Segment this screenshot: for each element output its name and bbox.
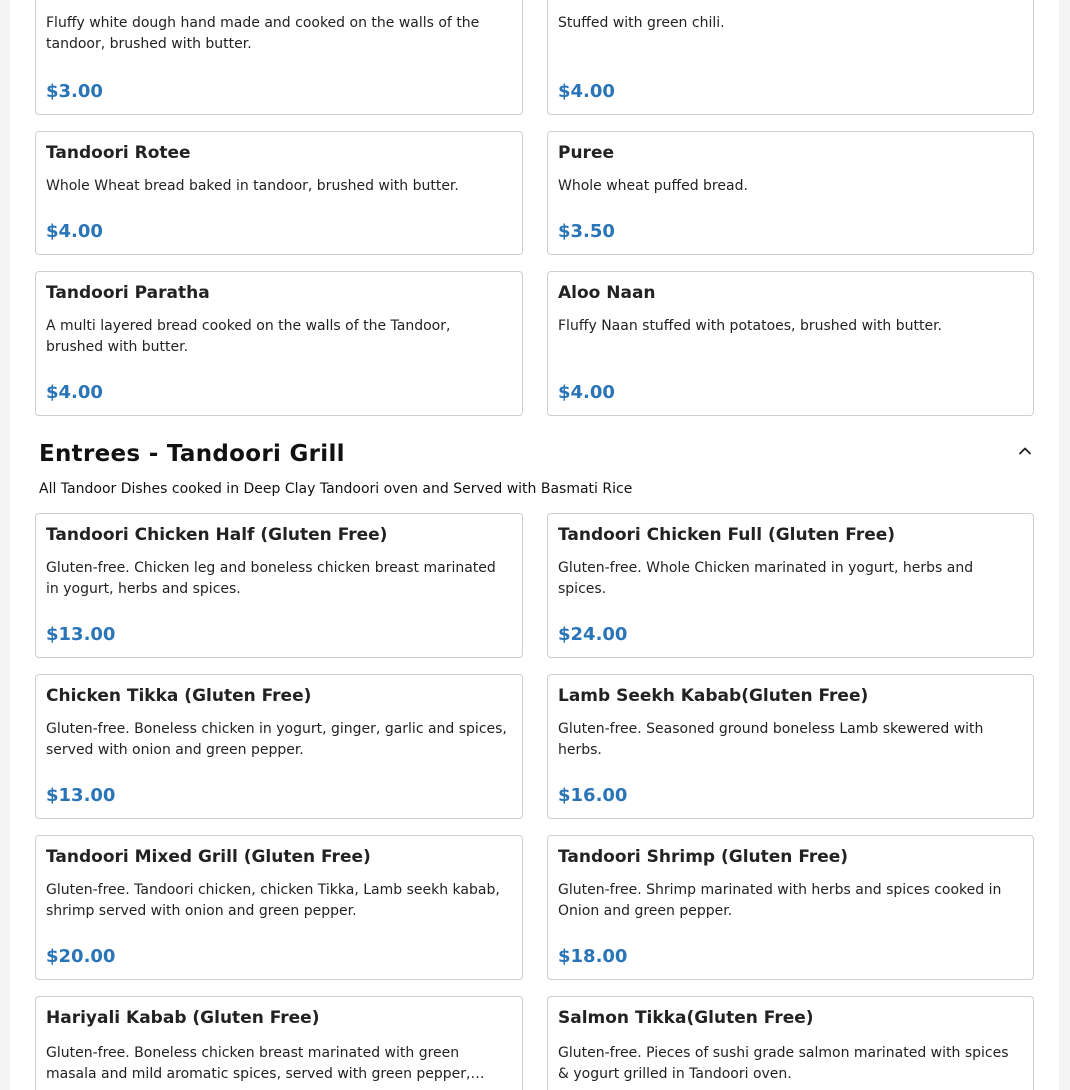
item-description: Gluten-free. Seasoned ground boneless Lamb skewered with herbs. [558,721,984,758]
menu-page [10,0,1059,1090]
item-price: $16.00 [558,785,628,806]
item-price: $13.00 [46,785,116,806]
item-description: Gluten-free. Chicken leg and boneless chicken breast marinated in yogurt, herbs and spices. [46,560,496,597]
menu-item-card[interactable] [547,131,1034,255]
menu-item-card[interactable] [547,271,1034,416]
menu-item-card[interactable] [35,513,523,658]
item-description: Whole Wheat bread baked in tandoor, brushed with butter. [46,178,459,194]
item-name: Tandoori Chicken Half (Gluten Free) [46,525,388,545]
entrees-grid [35,513,1034,1090]
item-price: $4.00 [46,221,103,242]
breads-grid [35,0,1034,115]
item-name: Tandoori Mixed Grill (Gluten Free) [46,847,371,867]
item-price: $18.00 [558,946,628,967]
menu-item-card[interactable] [35,131,523,255]
item-description: Gluten-free. Pieces of sushi grade salmon marinated with spices & yogurt grilled in Tandoori oven. [558,1045,1009,1082]
item-name: Tandoori Shrimp (Gluten Free) [558,847,849,867]
item-description: Fluffy white dough hand made and cooked on the walls of the tandoor, brushed with butter. [46,15,480,52]
item-name: Aloo Naan [558,283,656,303]
menu-item-card[interactable] [35,996,523,1090]
item-price: $4.00 [46,382,103,403]
menu-item-card[interactable] [547,0,1034,115]
item-description: Gluten-free. Boneless chicken breast marinated with green masala and mild aromatic spices, served with green pepper,… [46,1045,485,1082]
item-price: $20.00 [46,946,116,967]
section-subtitle: All Tandoor Dishes cooked in Deep Clay Tandoori oven and Served with Basmati Rice [39,481,633,497]
item-description: Fluffy Naan stuffed with potatoes, brushed with butter. [558,318,942,334]
collapse-section-button[interactable] [1014,440,1036,462]
item-description: Gluten-free. Boneless chicken in yogurt, ginger, garlic and spices, served with onion and green pepper. [46,721,507,758]
item-description: Stuffed with green chili. [558,15,725,31]
menu-item-card[interactable] [35,674,523,819]
item-price: $24.00 [558,624,628,645]
breads-grid-continued [35,131,1034,416]
section-title: Entrees - Tandoori Grill [39,441,345,467]
item-description: Whole wheat puffed bread. [558,178,748,194]
item-name: Puree [558,143,615,163]
item-description: A multi layered bread cooked on the walls of the Tandoor, brushed with butter. [46,318,451,355]
item-name: Lamb Seekh Kabab(Gluten Free) [558,686,869,706]
item-name: Tandoori Rotee [46,143,191,163]
menu-item-card[interactable] [35,271,523,416]
item-price: $4.00 [558,382,615,403]
menu-item-card[interactable] [35,0,523,115]
item-name: Tandoori Paratha [46,283,210,303]
item-price: $3.00 [46,81,103,102]
item-price: $3.50 [558,221,615,242]
menu-item-card[interactable] [547,513,1034,658]
menu-item-card[interactable] [35,835,523,980]
item-price: $13.00 [46,624,116,645]
item-description: Gluten-free. Whole Chicken marinated in yogurt, herbs and spices. [558,560,974,597]
menu-item-card[interactable] [547,996,1034,1090]
item-name: Tandoori Chicken Full (Gluten Free) [558,525,896,545]
menu-item-card[interactable] [547,835,1034,980]
item-description: Gluten-free. Shrimp marinated with herbs and spices cooked in Onion and green pepper. [558,882,1002,919]
chevron-up-icon [1018,444,1032,458]
item-name: Hariyali Kabab (Gluten Free) [46,1008,320,1028]
item-price: $4.00 [558,81,615,102]
item-description: Gluten-free. Tandoori chicken, chicken Tikka, Lamb seekh kabab, shrimp served with onion and green pepper. [46,882,500,919]
item-name: Chicken Tikka (Gluten Free) [46,686,312,706]
menu-item-card[interactable] [547,674,1034,819]
item-name: Salmon Tikka(Gluten Free) [558,1008,814,1028]
